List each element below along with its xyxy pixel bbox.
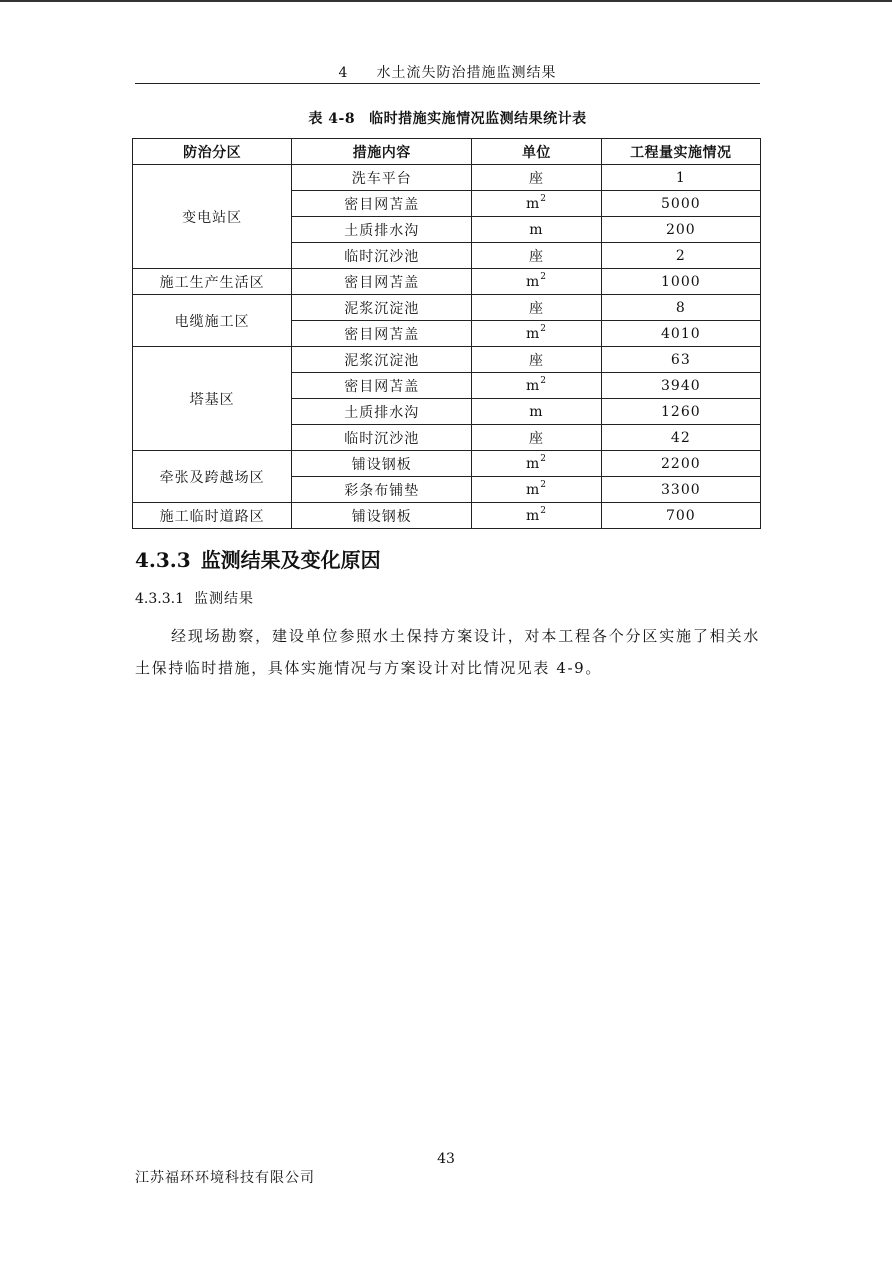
- measure-cell: 彩条布铺垫: [292, 477, 472, 503]
- measure-cell: 密目网苫盖: [292, 269, 472, 295]
- measure-cell: 临时沉沙池: [292, 425, 472, 451]
- unit-cell: [472, 425, 601, 451]
- measure-cell: 土质排水沟: [292, 217, 472, 243]
- chapter-title: 水土流失防治措施监测结果: [376, 65, 557, 81]
- quantity-cell: 42: [601, 425, 760, 451]
- table-body: [133, 165, 761, 529]
- header-unit: 单位: [472, 139, 601, 165]
- unit-cell: [472, 217, 601, 243]
- unit-cell: [472, 243, 601, 269]
- quantity-cell: 63: [601, 347, 760, 373]
- section-title-text: 监测结果及变化原因: [200, 548, 381, 572]
- measure-cell: 泥浆沉淀池: [292, 295, 472, 321]
- zone-cell: 塔基区: [133, 347, 292, 451]
- unit-cell: [472, 373, 601, 399]
- zone-cell: 施工生产生活区: [133, 269, 292, 295]
- unit-cell: [472, 191, 601, 217]
- zone-cell: 电缆施工区: [133, 295, 292, 347]
- quantity-cell: 5000: [601, 191, 760, 217]
- unit-text: 座: [528, 248, 544, 265]
- quantity-cell: 3300: [601, 477, 760, 503]
- quantity-cell: 200: [601, 217, 760, 243]
- unit-text: m: [525, 507, 541, 524]
- unit-cell: [472, 295, 601, 321]
- unit-text: m: [525, 481, 541, 498]
- header-measure: 措施内容: [292, 139, 472, 165]
- measure-cell: 铺设钢板: [292, 451, 472, 477]
- quantity-cell: 700: [601, 503, 760, 529]
- zone-cell: 牵张及跨越场区: [133, 451, 292, 503]
- measure-cell: 泥浆沉淀池: [292, 347, 472, 373]
- measures-table: [132, 138, 761, 529]
- table-row: [133, 451, 761, 477]
- unit-superscript: 2: [540, 193, 547, 204]
- unit-cell: [472, 165, 601, 191]
- quantity-cell: 2: [601, 243, 760, 269]
- footer-company: 江苏福环环境科技有限公司: [135, 1170, 315, 1186]
- running-header: [135, 62, 760, 82]
- unit-text: 座: [528, 430, 544, 447]
- table-row: [133, 347, 761, 373]
- unit-superscript: 2: [540, 505, 547, 516]
- table-row: [133, 295, 761, 321]
- quantity-cell: 1: [601, 165, 760, 191]
- measure-cell: 临时沉沙池: [292, 243, 472, 269]
- measure-cell: 洗车平台: [292, 165, 472, 191]
- unit-superscript: 2: [540, 323, 547, 334]
- body-paragraph: 经现场勘察，建设单位参照水土保持方案设计，对本工程各个分区实施了相关水土保持临时措施，具体实施情况与方案设计对比情况见表 4-9。: [135, 627, 760, 677]
- table-row: [133, 269, 761, 295]
- measure-cell: 密目网苫盖: [292, 321, 472, 347]
- zone-cell: 施工临时道路区: [133, 503, 292, 529]
- unit-text: m: [525, 455, 541, 472]
- table-caption-number: 表 4-8: [308, 111, 356, 127]
- table-row: [133, 165, 761, 191]
- unit-cell: [472, 321, 601, 347]
- table-header-row: [133, 139, 761, 165]
- unit-text: 座: [528, 352, 544, 369]
- subsection-number: 4.3.3.1: [135, 591, 184, 607]
- measure-cell: 密目网苫盖: [292, 373, 472, 399]
- unit-text: m: [525, 273, 541, 290]
- measure-cell: 密目网苫盖: [292, 191, 472, 217]
- table-caption: [135, 108, 760, 128]
- unit-text: m: [525, 325, 541, 342]
- section-number: 4.3.3: [135, 548, 191, 572]
- header-zone: 防治分区: [133, 139, 292, 165]
- unit-text: m: [525, 195, 541, 212]
- quantity-cell: 4010: [601, 321, 760, 347]
- measure-cell: 土质排水沟: [292, 399, 472, 425]
- table-row: [133, 503, 761, 529]
- quantity-cell: 3940: [601, 373, 760, 399]
- unit-cell: [472, 269, 601, 295]
- measure-cell: 铺设钢板: [292, 503, 472, 529]
- unit-cell: [472, 477, 601, 503]
- header-quantity: 工程量实施情况: [601, 139, 760, 165]
- unit-cell: [472, 347, 601, 373]
- section-title: [135, 544, 381, 573]
- quantity-cell: 8: [601, 295, 760, 321]
- page-number: 43: [437, 1151, 455, 1167]
- unit-superscript: 2: [540, 479, 547, 490]
- table-caption-title: 临时措施实施情况监测结果统计表: [369, 111, 587, 127]
- unit-text: m: [525, 377, 541, 394]
- unit-cell: [472, 399, 601, 425]
- subsection-title-text: 监测结果: [193, 591, 254, 607]
- unit-text: m: [529, 221, 544, 238]
- header-rule: [135, 83, 760, 84]
- chapter-number: 4: [338, 65, 349, 81]
- unit-cell: [472, 503, 601, 529]
- top-border-line: [0, 0, 892, 2]
- quantity-cell: 1000: [601, 269, 760, 295]
- unit-cell: [472, 451, 601, 477]
- quantity-cell: 2200: [601, 451, 760, 477]
- subsection-title: [135, 588, 254, 608]
- unit-text: 座: [528, 170, 544, 187]
- zone-cell: 变电站区: [133, 165, 292, 269]
- unit-superscript: 2: [540, 375, 547, 386]
- unit-text: 座: [528, 300, 544, 317]
- unit-text: m: [529, 403, 544, 420]
- unit-superscript: 2: [540, 453, 547, 464]
- quantity-cell: 1260: [601, 399, 760, 425]
- unit-superscript: 2: [540, 271, 547, 282]
